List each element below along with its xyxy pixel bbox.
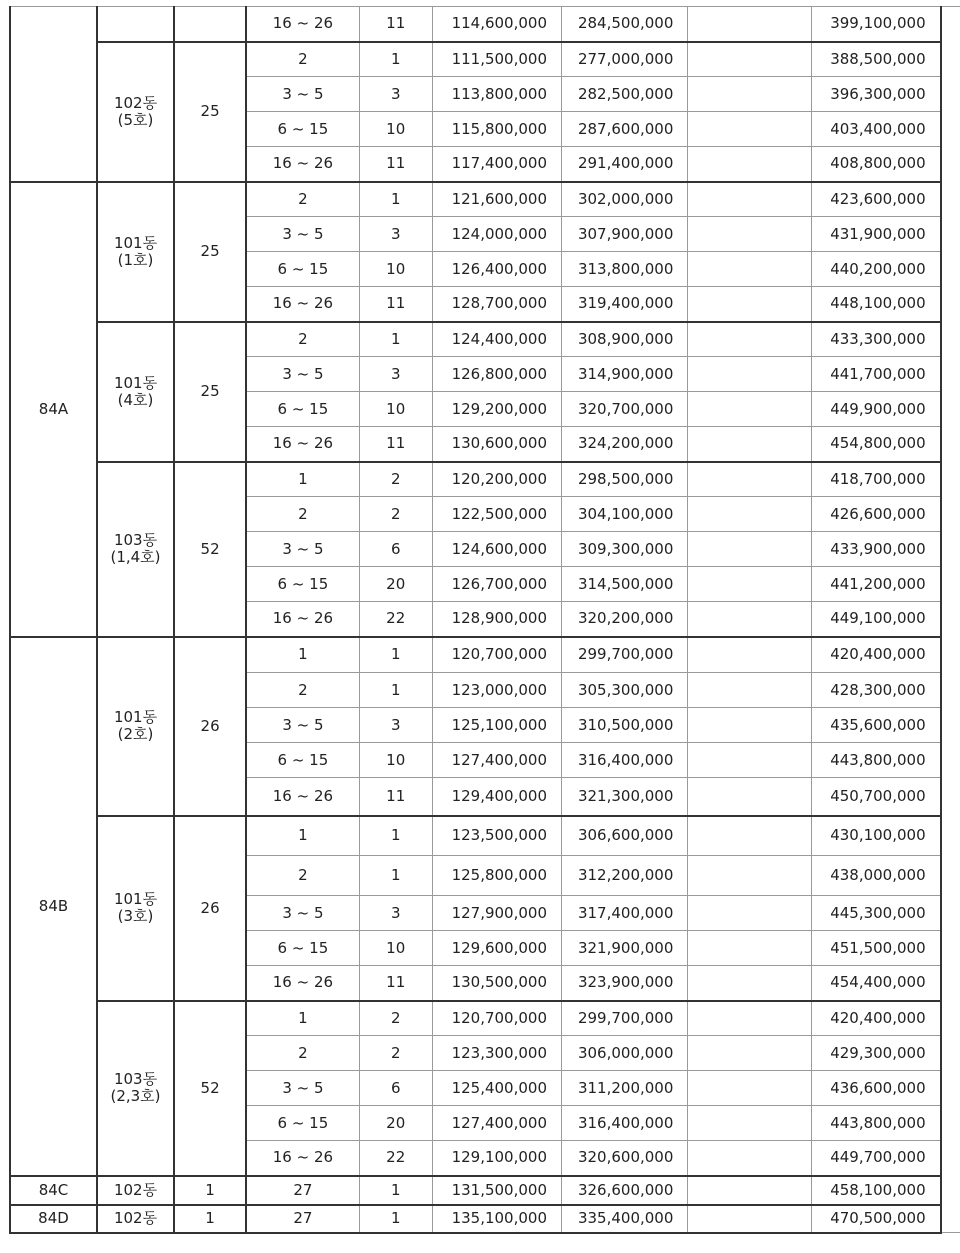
- building-price-cell: 314,900,000: [562, 357, 688, 392]
- count-cell: 20: [359, 567, 432, 602]
- extra-cell: [688, 77, 811, 112]
- land-price-cell: 120,700,000: [432, 637, 561, 673]
- units-cell: 52: [174, 462, 246, 637]
- table-row: [10, 1001, 960, 1036]
- extra-cell: [688, 252, 811, 287]
- total-price-cell: 408,800,000: [811, 147, 940, 182]
- floor-cell: 3 ~ 5: [246, 217, 359, 252]
- building-price-cell: 309,300,000: [562, 532, 688, 567]
- floor-cell: 2: [246, 856, 359, 896]
- count-cell: 10: [359, 112, 432, 147]
- building-price-cell: 304,100,000: [562, 497, 688, 532]
- total-price-cell: 399,100,000: [811, 7, 940, 42]
- table-row: [10, 816, 960, 856]
- dong-sub-label: (4호): [117, 390, 154, 409]
- total-price-cell: 458,100,000: [811, 1176, 940, 1205]
- land-price-cell: 117,400,000: [432, 147, 561, 182]
- count-cell: 2: [359, 1036, 432, 1071]
- building-price-cell: 319,400,000: [562, 287, 688, 322]
- units-cell: 25: [174, 322, 246, 462]
- land-price-cell: 128,700,000: [432, 287, 561, 322]
- dong-label: 101동: [113, 708, 158, 726]
- total-price-cell: 441,200,000: [811, 567, 940, 602]
- total-price-cell: 433,900,000: [811, 532, 940, 567]
- land-price-cell: 124,400,000: [432, 322, 561, 357]
- table-row: [10, 637, 960, 673]
- type-cell: 84D: [10, 1205, 97, 1233]
- floor-cell: 16 ~ 26: [246, 966, 359, 1001]
- land-price-cell: 124,600,000: [432, 532, 561, 567]
- building-price-cell: 323,900,000: [562, 966, 688, 1001]
- building-price-cell: 321,900,000: [562, 931, 688, 966]
- total-price-cell: 396,300,000: [811, 77, 940, 112]
- floor-cell: 2: [246, 322, 359, 357]
- count-cell: 11: [359, 778, 432, 816]
- floor-cell: 16 ~ 26: [246, 778, 359, 816]
- extra-cell: [688, 778, 811, 816]
- type-cell: 84C: [10, 1176, 97, 1205]
- count-cell: 20: [359, 1106, 432, 1141]
- total-price-cell: 429,300,000: [811, 1036, 940, 1071]
- total-price-cell: 449,100,000: [811, 602, 940, 637]
- count-cell: 3: [359, 708, 432, 743]
- land-price-cell: 125,100,000: [432, 708, 561, 743]
- floor-cell: 16 ~ 26: [246, 1141, 359, 1176]
- floor-cell: 2: [246, 42, 359, 77]
- dong-label: 103동: [113, 531, 158, 549]
- total-price-cell: 449,700,000: [811, 1141, 940, 1176]
- units-cell: 26: [174, 637, 246, 816]
- building-price-cell: 317,400,000: [562, 896, 688, 931]
- extra-cell: [688, 966, 811, 1001]
- building-price-cell: 302,000,000: [562, 182, 688, 217]
- building-price-cell: 310,500,000: [562, 708, 688, 743]
- count-cell: 1: [359, 1205, 432, 1233]
- building-price-cell: 298,500,000: [562, 462, 688, 497]
- building-price-cell: 306,600,000: [562, 816, 688, 856]
- count-cell: 11: [359, 147, 432, 182]
- table-row: [10, 1205, 960, 1233]
- total-price-cell: 433,300,000: [811, 322, 940, 357]
- total-price-cell: 450,700,000: [811, 778, 940, 816]
- table-row: [10, 182, 960, 217]
- total-price-cell: 388,500,000: [811, 42, 940, 77]
- land-price-cell: 135,100,000: [432, 1205, 561, 1233]
- total-price-cell: 443,800,000: [811, 743, 940, 778]
- count-cell: 3: [359, 357, 432, 392]
- floor-cell: 6 ~ 15: [246, 252, 359, 287]
- table-row: [10, 42, 960, 77]
- extra-cell: [688, 532, 811, 567]
- building-price-cell: 311,200,000: [562, 1071, 688, 1106]
- count-cell: 1: [359, 182, 432, 217]
- extra-cell: [688, 112, 811, 147]
- count-cell: 1: [359, 816, 432, 856]
- extra-cell: [688, 931, 811, 966]
- floor-cell: 16 ~ 26: [246, 602, 359, 637]
- land-price-cell: 123,500,000: [432, 816, 561, 856]
- type-cell: 84A: [10, 182, 97, 637]
- floor-cell: 3 ~ 5: [246, 896, 359, 931]
- extra-cell: [688, 1001, 811, 1036]
- count-cell: 1: [359, 856, 432, 896]
- land-price-cell: 129,200,000: [432, 392, 561, 427]
- dong-cell: [97, 322, 174, 462]
- extra-cell: [688, 743, 811, 778]
- building-price-cell: 335,400,000: [562, 1205, 688, 1233]
- dong-label: 103동: [113, 1070, 158, 1088]
- count-cell: 10: [359, 743, 432, 778]
- dong-cell: 102동: [97, 1205, 174, 1233]
- floor-cell: 6 ~ 15: [246, 392, 359, 427]
- type-cell: 84B: [10, 637, 97, 1176]
- total-price-cell: 440,200,000: [811, 252, 940, 287]
- building-price-cell: 312,200,000: [562, 856, 688, 896]
- extra-cell: [688, 7, 811, 42]
- dong-cell: [97, 637, 174, 816]
- dong-cell: [97, 42, 174, 182]
- total-price-cell: 418,700,000: [811, 462, 940, 497]
- extra-cell: [688, 602, 811, 637]
- extra-cell: [688, 567, 811, 602]
- extra-cell: [688, 708, 811, 743]
- dong-cell-top: [97, 7, 174, 42]
- land-price-cell: 114,600,000: [432, 7, 561, 42]
- land-price-cell: 123,000,000: [432, 673, 561, 708]
- dong-label: 101동: [113, 373, 158, 392]
- land-price-cell: 127,900,000: [432, 896, 561, 931]
- floor-cell: 6 ~ 15: [246, 743, 359, 778]
- land-price-cell: 113,800,000: [432, 77, 561, 112]
- units-cell: 1: [174, 1205, 246, 1233]
- floor-cell: 3 ~ 5: [246, 532, 359, 567]
- extra-cell: [688, 287, 811, 322]
- dong-cell: [97, 816, 174, 1001]
- count-cell: 11: [359, 287, 432, 322]
- count-cell: 10: [359, 931, 432, 966]
- floor-cell: 16 ~ 26: [246, 7, 359, 42]
- land-price-cell: 125,800,000: [432, 856, 561, 896]
- floor-cell: 6 ~ 15: [246, 931, 359, 966]
- total-price-cell: 428,300,000: [811, 673, 940, 708]
- count-cell: 1: [359, 637, 432, 673]
- extra-cell: [688, 637, 811, 673]
- dong-sub-label: (1호): [117, 250, 154, 269]
- extra-cell: [688, 1036, 811, 1071]
- land-price-cell: 126,800,000: [432, 357, 561, 392]
- floor-cell: 1: [246, 816, 359, 856]
- land-price-cell: 127,400,000: [432, 1106, 561, 1141]
- dong-cell: 102동: [97, 1176, 174, 1205]
- extra-cell: [688, 1205, 811, 1233]
- total-price-cell: 448,100,000: [811, 287, 940, 322]
- total-price-cell: 436,600,000: [811, 1071, 940, 1106]
- building-price-cell: 305,300,000: [562, 673, 688, 708]
- land-price-cell: 131,500,000: [432, 1176, 561, 1205]
- units-cell: 1: [174, 1176, 246, 1205]
- extra-cell: [688, 856, 811, 896]
- count-cell: 1: [359, 322, 432, 357]
- table-row: [10, 1176, 960, 1205]
- price-table: [9, 6, 960, 1234]
- floor-cell: 1: [246, 462, 359, 497]
- extra-cell: [688, 1071, 811, 1106]
- building-price-cell: 314,500,000: [562, 567, 688, 602]
- extra-cell: [688, 673, 811, 708]
- floor-cell: 3 ~ 5: [246, 77, 359, 112]
- land-price-cell: 126,700,000: [432, 567, 561, 602]
- total-price-cell: 470,500,000: [811, 1205, 940, 1233]
- count-cell: 3: [359, 77, 432, 112]
- land-price-cell: 123,300,000: [432, 1036, 561, 1071]
- table-row: [10, 462, 960, 497]
- extra-cell: [688, 1176, 811, 1205]
- land-price-cell: 129,600,000: [432, 931, 561, 966]
- building-price-cell: 308,900,000: [562, 322, 688, 357]
- total-price-cell: 441,700,000: [811, 357, 940, 392]
- total-price-cell: 449,900,000: [811, 392, 940, 427]
- building-price-cell: 299,700,000: [562, 1001, 688, 1036]
- floor-cell: 6 ~ 15: [246, 567, 359, 602]
- floor-cell: 6 ~ 15: [246, 112, 359, 147]
- land-price-cell: 126,400,000: [432, 252, 561, 287]
- count-cell: 3: [359, 896, 432, 931]
- land-price-cell: 111,500,000: [432, 42, 561, 77]
- floor-cell: 2: [246, 673, 359, 708]
- building-price-cell: 299,700,000: [562, 637, 688, 673]
- count-cell: 3: [359, 217, 432, 252]
- count-cell: 11: [359, 7, 432, 42]
- building-price-cell: 284,500,000: [562, 7, 688, 42]
- land-price-cell: 120,200,000: [432, 462, 561, 497]
- floor-cell: 3 ~ 5: [246, 1071, 359, 1106]
- table-row: [10, 322, 960, 357]
- count-cell: 10: [359, 252, 432, 287]
- floor-cell: 16 ~ 26: [246, 427, 359, 462]
- building-price-cell: 320,700,000: [562, 392, 688, 427]
- count-cell: 2: [359, 1001, 432, 1036]
- count-cell: 1: [359, 673, 432, 708]
- total-price-cell: 443,800,000: [811, 1106, 940, 1141]
- total-price-cell: 454,800,000: [811, 427, 940, 462]
- floor-cell: 3 ~ 5: [246, 708, 359, 743]
- land-price-cell: 129,100,000: [432, 1141, 561, 1176]
- land-price-cell: 124,000,000: [432, 217, 561, 252]
- floor-cell: 2: [246, 497, 359, 532]
- extra-cell: [688, 1106, 811, 1141]
- dong-label: 101동: [113, 890, 158, 908]
- dong-label: 102동: [113, 93, 158, 112]
- units-cell-top: [174, 7, 246, 42]
- count-cell: 6: [359, 532, 432, 567]
- land-price-cell: 121,600,000: [432, 182, 561, 217]
- dong-label: 101동: [113, 233, 158, 252]
- total-price-cell: 430,100,000: [811, 816, 940, 856]
- total-price-cell: 431,900,000: [811, 217, 940, 252]
- building-price-cell: 324,200,000: [562, 427, 688, 462]
- units-cell: 25: [174, 182, 246, 322]
- table-row: [10, 7, 960, 42]
- dong-sub-label: (3호): [117, 907, 154, 925]
- units-cell: 52: [174, 1001, 246, 1176]
- land-price-cell: 125,400,000: [432, 1071, 561, 1106]
- count-cell: 11: [359, 427, 432, 462]
- building-price-cell: 320,600,000: [562, 1141, 688, 1176]
- extra-cell: [688, 816, 811, 856]
- extra-cell: [688, 896, 811, 931]
- dong-sub-label: (2호): [117, 725, 154, 743]
- building-price-cell: 313,800,000: [562, 252, 688, 287]
- building-price-cell: 326,600,000: [562, 1176, 688, 1205]
- building-price-cell: 306,000,000: [562, 1036, 688, 1071]
- count-cell: 6: [359, 1071, 432, 1106]
- building-price-cell: 316,400,000: [562, 1106, 688, 1141]
- total-price-cell: 435,600,000: [811, 708, 940, 743]
- total-price-cell: 438,000,000: [811, 856, 940, 896]
- count-cell: 10: [359, 392, 432, 427]
- right-edge-cell: [941, 7, 960, 1233]
- floor-cell: 16 ~ 26: [246, 147, 359, 182]
- floor-cell: 1: [246, 1001, 359, 1036]
- total-price-cell: 403,400,000: [811, 112, 940, 147]
- building-price-cell: 307,900,000: [562, 217, 688, 252]
- floor-cell: 2: [246, 1036, 359, 1071]
- count-cell: 1: [359, 42, 432, 77]
- extra-cell: [688, 1141, 811, 1176]
- count-cell: 1: [359, 1176, 432, 1205]
- land-price-cell: 129,400,000: [432, 778, 561, 816]
- dong-sub-label: (1,4호): [110, 548, 161, 566]
- land-price-cell: 130,600,000: [432, 427, 561, 462]
- total-price-cell: 445,300,000: [811, 896, 940, 931]
- extra-cell: [688, 427, 811, 462]
- building-price-cell: 321,300,000: [562, 778, 688, 816]
- count-cell: 2: [359, 497, 432, 532]
- building-price-cell: 320,200,000: [562, 602, 688, 637]
- extra-cell: [688, 462, 811, 497]
- extra-cell: [688, 357, 811, 392]
- count-cell: 11: [359, 966, 432, 1001]
- type-cell-top: [10, 7, 97, 182]
- units-cell: 26: [174, 816, 246, 1001]
- extra-cell: [688, 42, 811, 77]
- count-cell: 2: [359, 462, 432, 497]
- land-price-cell: 128,900,000: [432, 602, 561, 637]
- building-price-cell: 316,400,000: [562, 743, 688, 778]
- floor-cell: 16 ~ 26: [246, 287, 359, 322]
- dong-cell: [97, 182, 174, 322]
- count-cell: 22: [359, 602, 432, 637]
- extra-cell: [688, 322, 811, 357]
- floor-cell: 27: [246, 1176, 359, 1205]
- land-price-cell: 127,400,000: [432, 743, 561, 778]
- extra-cell: [688, 182, 811, 217]
- building-price-cell: 287,600,000: [562, 112, 688, 147]
- total-price-cell: 423,600,000: [811, 182, 940, 217]
- floor-cell: 27: [246, 1205, 359, 1233]
- dong-sub-label: (2,3호): [110, 1087, 161, 1105]
- land-price-cell: 130,500,000: [432, 966, 561, 1001]
- dong-sub-label: (5호): [117, 110, 154, 129]
- total-price-cell: 420,400,000: [811, 637, 940, 673]
- floor-cell: 6 ~ 15: [246, 1106, 359, 1141]
- units-cell: 25: [174, 42, 246, 182]
- count-cell: 22: [359, 1141, 432, 1176]
- floor-cell: 3 ~ 5: [246, 357, 359, 392]
- extra-cell: [688, 497, 811, 532]
- land-price-cell: 122,500,000: [432, 497, 561, 532]
- building-price-cell: 291,400,000: [562, 147, 688, 182]
- total-price-cell: 426,600,000: [811, 497, 940, 532]
- dong-cell: [97, 1001, 174, 1176]
- land-price-cell: 120,700,000: [432, 1001, 561, 1036]
- floor-cell: 2: [246, 182, 359, 217]
- building-price-cell: 277,000,000: [562, 42, 688, 77]
- land-price-cell: 115,800,000: [432, 112, 561, 147]
- extra-cell: [688, 392, 811, 427]
- total-price-cell: 420,400,000: [811, 1001, 940, 1036]
- total-price-cell: 451,500,000: [811, 931, 940, 966]
- total-price-cell: 454,400,000: [811, 966, 940, 1001]
- dong-cell: [97, 462, 174, 637]
- extra-cell: [688, 147, 811, 182]
- floor-cell: 1: [246, 637, 359, 673]
- building-price-cell: 282,500,000: [562, 77, 688, 112]
- extra-cell: [688, 217, 811, 252]
